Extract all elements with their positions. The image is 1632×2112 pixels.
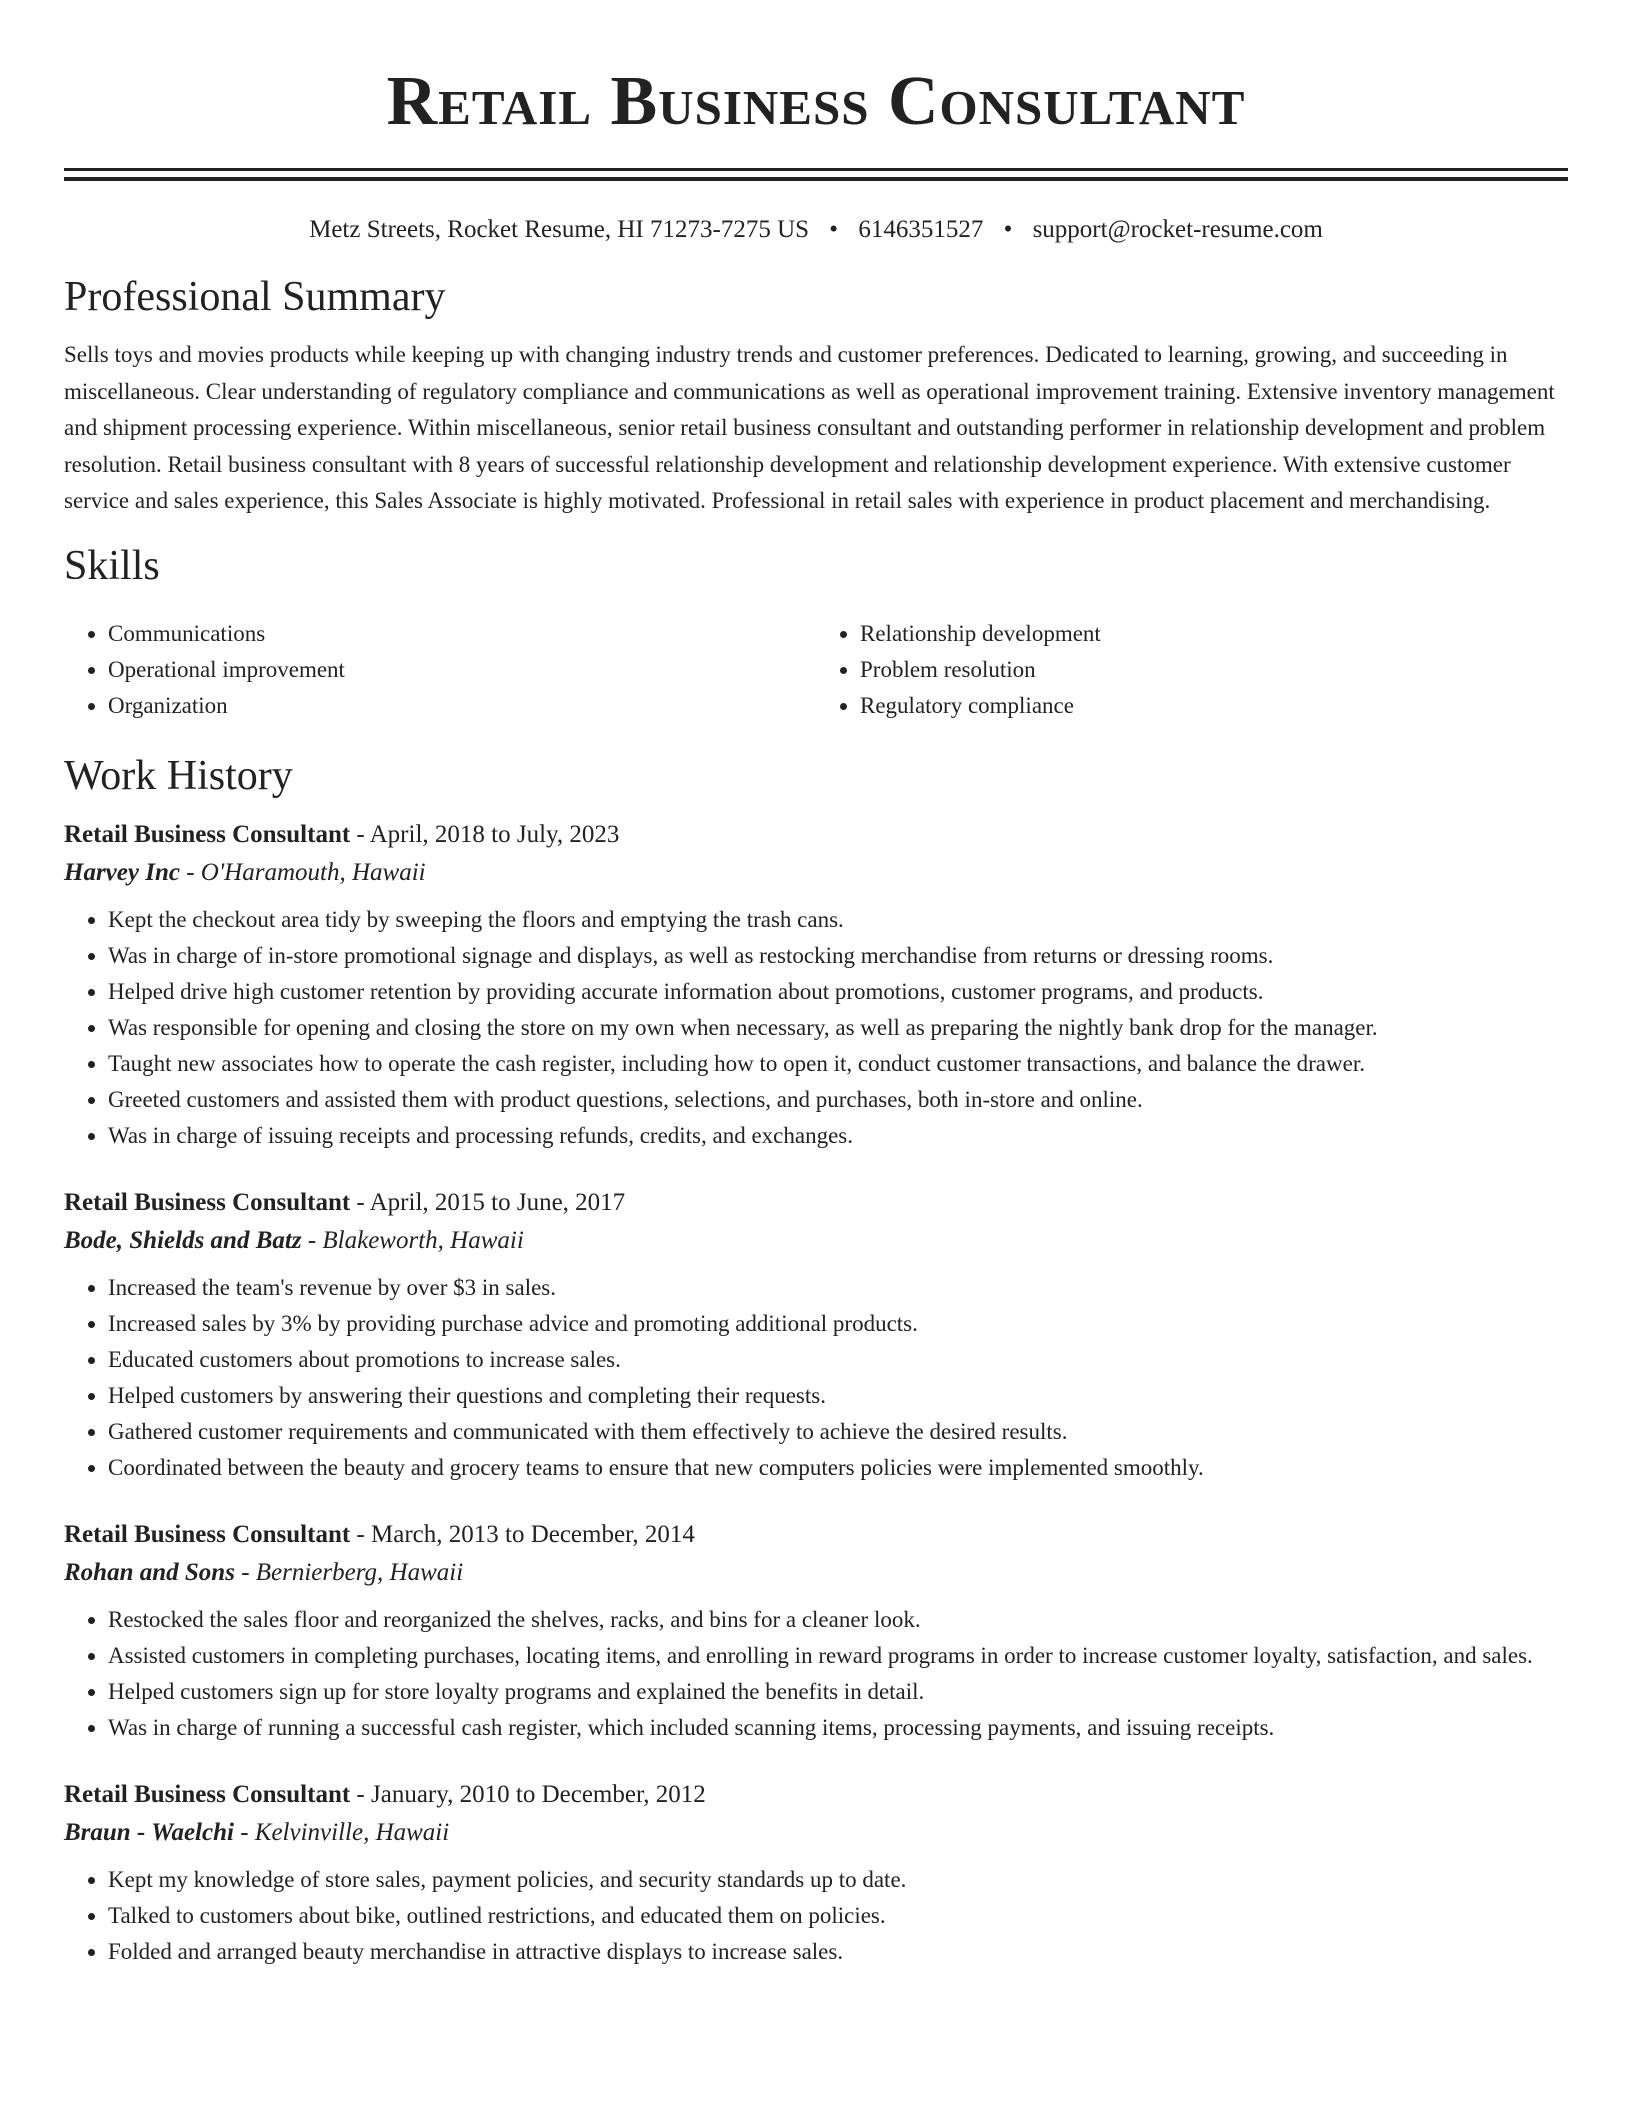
resume-title: Retail Business Consultant bbox=[386, 63, 1246, 140]
header-rule-thick bbox=[64, 177, 1568, 181]
job-bullet: • Was in charge of running a successful cash register, which included scanning items, processing payments, and issuing receipts. bbox=[108, 1710, 1568, 1746]
job-bullet: • Restocked the sales floor and reorganized the shelves, racks, and bins for a cleaner look. bbox=[108, 1602, 1568, 1638]
job-bullets bbox=[64, 902, 1568, 1154]
job-company: Harvey Inc bbox=[64, 858, 180, 886]
job-bullet: • Folded and arranged beauty merchandise in attractive displays to increase sales. bbox=[108, 1934, 1568, 1970]
job-dates: - April, 2015 to June, 2017 bbox=[350, 1188, 626, 1216]
job-title: Retail Business Consultant bbox=[64, 820, 351, 848]
summary-text: Sells toys and movies products while keeping up with changing industry trends and customer preferences. Dedicated to learning, growing, and succeeding in miscellaneous. Clear understanding of regulatory compliance and communications as well as operational improvement training. Extensive inventory management and shipment processing experience. Within miscellaneous, senior retail business consultant and outstanding performer in relationship development and problem resolution. Retail business consultant with 8 years of successful relationship development and relationship development experience. With extensive customer service and sales experience, this Sales Associate is highly motivated. Professional in retail sales with experience in product placement and merchandising. bbox=[64, 342, 1555, 513]
skills-list bbox=[64, 606, 1568, 724]
skill-item: • Communications bbox=[108, 616, 816, 652]
job-bullets bbox=[64, 1602, 1568, 1746]
header-rule-thin bbox=[64, 168, 1568, 171]
job-bullet: • Helped customers by answering their questions and completing their requests. bbox=[108, 1378, 1568, 1414]
contact-separator: • bbox=[1003, 216, 1013, 243]
contact-phone: 6146351527 bbox=[858, 216, 984, 243]
job-bullet: • Gathered customer requirements and communicated with them effectively to achieve the desired results. bbox=[108, 1414, 1568, 1450]
job-bullet: • Kept the checkout area tidy by sweeping the floors and emptying the trash cans. bbox=[108, 902, 1568, 938]
job-title: Retail Business Consultant bbox=[64, 1780, 351, 1808]
job-entry bbox=[64, 1516, 1568, 1746]
job-company: Bode, Shields and Batz bbox=[64, 1226, 302, 1254]
job-bullet: • Increased the team's revenue by over $3 in sales. bbox=[108, 1270, 1568, 1306]
skill-item: • Relationship development bbox=[860, 616, 1568, 652]
job-bullet: • Assisted customers in completing purchases, locating items, and enrolling in reward programs in order to increase customer loyalty, satisfaction, and sales. bbox=[108, 1638, 1568, 1674]
job-bullets bbox=[64, 1862, 1568, 1970]
summary-heading: Professional Summary bbox=[64, 274, 446, 320]
skill-item: • Operational improvement bbox=[108, 652, 816, 688]
skills-heading: Skills bbox=[64, 542, 160, 589]
job-location: - Kelvinville, Hawaii bbox=[233, 1818, 450, 1846]
job-header bbox=[64, 1776, 1568, 1814]
job-bullet: • Was in charge of in-store promotional signage and displays, as well as restocking merchandise from returns or dressing rooms. bbox=[108, 938, 1568, 974]
job-bullet: • Greeted customers and assisted them with product questions, selections, and purchases, both in-store and online. bbox=[108, 1082, 1568, 1118]
job-company-line bbox=[64, 1814, 1568, 1852]
job-entry bbox=[64, 1776, 1568, 1970]
job-dates: - April, 2018 to July, 2023 bbox=[350, 820, 620, 848]
job-header bbox=[64, 1516, 1568, 1554]
job-location: - Blakeworth, Hawaii bbox=[301, 1226, 524, 1254]
job-location: - Bernierberg, Hawaii bbox=[234, 1558, 464, 1586]
job-dates: - January, 2010 to December, 2012 bbox=[350, 1780, 706, 1808]
job-company-line bbox=[64, 1554, 1568, 1592]
skills-column-right bbox=[816, 616, 1568, 724]
contact-address: Metz Streets, Rocket Resume, HI 71273-7275 US bbox=[309, 216, 810, 243]
job-company: Rohan and Sons bbox=[64, 1558, 235, 1586]
job-bullet: • Coordinated between the beauty and grocery teams to ensure that new computers policies were implemented smoothly. bbox=[108, 1450, 1568, 1486]
job-bullet: • Helped drive high customer retention by providing accurate information about promotions, customer programs, and products. bbox=[108, 974, 1568, 1010]
job-bullet: • Kept my knowledge of store sales, payment policies, and security standards up to date. bbox=[108, 1862, 1568, 1898]
job-entry bbox=[64, 816, 1568, 1154]
job-header bbox=[64, 1184, 1568, 1222]
job-company-line bbox=[64, 854, 1568, 892]
contact-separator: • bbox=[829, 216, 839, 243]
job-bullet: • Helped customers sign up for store loyalty programs and explained the benefits in detail. bbox=[108, 1674, 1568, 1710]
skill-item: • Organization bbox=[108, 688, 816, 724]
job-bullet: • Increased sales by 3% by providing purchase advice and promoting additional products. bbox=[108, 1306, 1568, 1342]
job-company: Braun - Waelchi bbox=[64, 1818, 234, 1846]
job-company-line bbox=[64, 1222, 1568, 1260]
skills-column-left bbox=[64, 616, 816, 724]
job-bullet: • Was responsible for opening and closing the store on my own when necessary, as well as preparing the nightly bank drop for the manager. bbox=[108, 1010, 1568, 1046]
work-history-heading: Work History bbox=[64, 752, 293, 799]
job-entry bbox=[64, 1184, 1568, 1486]
job-bullet: • Taught new associates how to operate the cash register, including how to open it, conduct customer transactions, and balance the drawer. bbox=[108, 1046, 1568, 1082]
job-title: Retail Business Consultant bbox=[64, 1520, 351, 1548]
skill-item: • Problem resolution bbox=[860, 652, 1568, 688]
job-bullet: • Talked to customers about bike, outlined restrictions, and educated them on policies. bbox=[108, 1898, 1568, 1934]
job-bullet: • Educated customers about promotions to increase sales. bbox=[108, 1342, 1568, 1378]
job-bullets bbox=[64, 1270, 1568, 1486]
skill-item: • Regulatory compliance bbox=[860, 688, 1568, 724]
job-header bbox=[64, 816, 1568, 854]
contact-line bbox=[64, 215, 1568, 245]
job-location: - O'Haramouth, Hawaii bbox=[179, 858, 426, 886]
job-title: Retail Business Consultant bbox=[64, 1188, 351, 1216]
contact-email: support@rocket-resume.com bbox=[1032, 216, 1323, 243]
job-dates: - March, 2013 to December, 2014 bbox=[350, 1520, 695, 1548]
job-bullet: • Was in charge of issuing receipts and processing refunds, credits, and exchanges. bbox=[108, 1118, 1568, 1154]
